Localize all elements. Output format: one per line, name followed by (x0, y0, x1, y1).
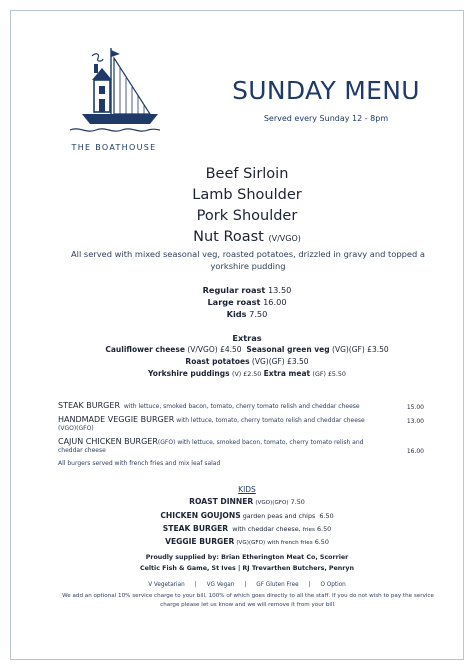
kids-item-price: 6.50 (316, 524, 332, 533)
burger-price: 15.00 (406, 404, 424, 411)
roast-name: Lamb Shoulder (192, 187, 302, 203)
kids-item-price: 6.50 (319, 511, 334, 520)
price-label: Regular roast (202, 285, 266, 295)
extra-detail: (V/VGO) £4.50 (187, 345, 242, 354)
extras-heading: Extras (232, 333, 262, 343)
price-value: 13.50 (267, 285, 292, 295)
price-label: Large roast (207, 297, 261, 307)
kids-item (60, 523, 434, 537)
legend-divider: | (194, 582, 197, 588)
kids-item-detail: fries (302, 526, 315, 533)
legend-divider: | (244, 582, 247, 588)
dietary-legend (60, 582, 434, 588)
roast-list (60, 164, 434, 249)
kids-item-name: STEAK BURGER (162, 523, 229, 533)
roast-name: Beef Sirloin (205, 166, 289, 182)
dietary-tag: (VGO)(GFO) (58, 425, 94, 432)
kids-item-price: 7.50 (290, 498, 305, 506)
kids-item-name: VEGGIE BURGER (165, 537, 235, 547)
extra-name: Yorkshire puddings (148, 369, 230, 378)
roast-prices (60, 284, 434, 320)
extra-detail: (VG)(GF) £3.50 (332, 345, 389, 354)
extra-detail: (GF) £5.50 (312, 371, 346, 378)
burger-text (58, 438, 378, 455)
burger-section (58, 402, 438, 467)
extra-name: Extra meat (263, 369, 311, 378)
kids-item-detail: with cheddar cheese, (232, 524, 301, 533)
extra-detail: (V) £2.50 (231, 371, 262, 378)
price-value: 7.50 (249, 309, 268, 319)
burger-name: CAJUN CHICKEN BURGER (58, 437, 158, 446)
service-charge-note: We add an optional 10% service charge to your bill, 100% of which goes directly to all the staff. If you do not wish to pay the service charge please let us know and we will remove it from your bill. (62, 593, 434, 608)
kids-item (60, 496, 434, 510)
burger-item (58, 416, 438, 433)
roast-item (60, 227, 434, 249)
kids-item-price: 6.50 (314, 538, 329, 547)
burger-description: with lettuce, smoked bacon, tomato, cherry tomato relish and cheddar cheese (58, 439, 364, 454)
kids-item (60, 536, 434, 550)
extras-row (60, 356, 434, 368)
kids-item-name: ROAST DINNER (189, 497, 254, 506)
burger-text (58, 416, 378, 433)
burger-description: with lettuce, smoked bacon, tomato, cherry tomato relish and cheddar cheese (123, 403, 360, 410)
kids-item-detail: with french fries (267, 540, 313, 547)
legend-divider: | (308, 582, 311, 588)
kids-item-detail: garden peas and chips (242, 511, 316, 520)
burger-name: HANDMADE VEGGIE BURGER (58, 415, 175, 424)
price-row (60, 308, 434, 320)
legend-item: O Option (320, 582, 346, 588)
kids-section (60, 484, 434, 550)
logo-wordmark: THE BOATHOUSE (71, 143, 157, 152)
suppliers (60, 552, 434, 574)
burger-item (58, 438, 438, 455)
page-title: SUNDAY MENU (232, 76, 420, 105)
burger-price: 13.00 (406, 418, 424, 425)
kids-heading: KIDS (238, 485, 256, 494)
extra-name: Cauliflower cheese (105, 345, 185, 354)
burger-item (58, 402, 438, 411)
roast-item (60, 206, 434, 227)
extras-section (60, 332, 434, 381)
price-value: 16.00 (263, 297, 287, 307)
kids-item (60, 510, 434, 523)
dietary-tag: (GFO) (157, 439, 176, 446)
burger-note: All burgers served with french fries and mix leaf salad (58, 460, 221, 467)
roast-item (60, 185, 434, 206)
roast-name: Pork Shoulder (196, 208, 298, 224)
roast-item (60, 164, 434, 185)
roast-name: Nut Roast (193, 229, 264, 245)
kids-item-detail: (VGO)(GFO) (255, 500, 289, 506)
extra-detail: (VG)(GF) £3.50 (251, 357, 309, 366)
price-row (60, 296, 434, 308)
serving-hours: Served every Sunday 12 - 8pm (263, 114, 389, 123)
legend-item: VG Vegan (206, 582, 235, 588)
burger-text (58, 402, 378, 411)
dietary-tag: (V/VGO) (268, 234, 301, 243)
suppliers-line: Proudly supplied by: Brian Etherington Meat Co, Scorrier (145, 554, 349, 561)
kids-item-name: CHICKEN GOUJONS (160, 510, 241, 520)
boathouse-logo-icon (62, 44, 166, 136)
extra-name: Roast potatoes (185, 357, 250, 366)
legend-item: V Vegetarian (148, 582, 185, 588)
price-row (60, 284, 434, 296)
served-with-note: All served with mixed seasonal veg, roasted potatoes, drizzled in gravy and topped a yorkshire pudding (70, 249, 426, 271)
extra-name: Seasonal green veg (246, 345, 330, 354)
extras-row (60, 368, 434, 381)
price-label: Kids (226, 309, 247, 319)
burger-name: STEAK BURGER (58, 401, 120, 410)
legend-item: GF Gluten Free (256, 582, 299, 588)
suppliers-line: Celtic Fish & Game, St Ives | RJ Trevarthen Butchers, Penryn (140, 565, 354, 572)
burger-description: with lettuce, tomato, cherry tomato relish and cheddar cheese (176, 417, 365, 424)
kids-item-detail: (VG)(GFO) (236, 540, 266, 547)
burger-price: 16.00 (406, 448, 424, 455)
extras-row (60, 344, 434, 356)
